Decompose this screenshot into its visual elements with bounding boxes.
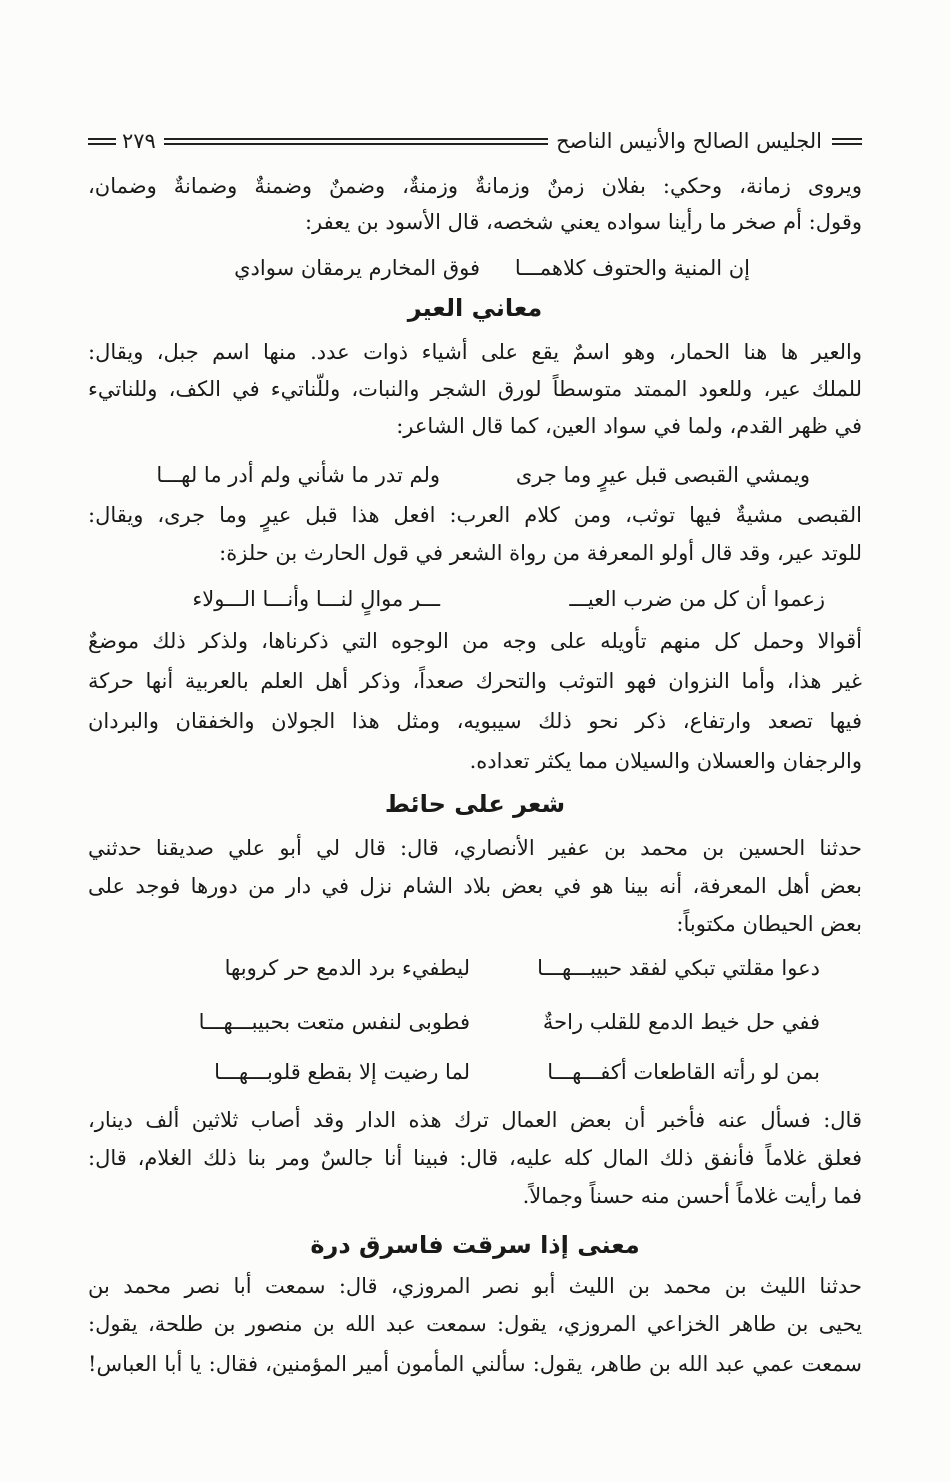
text-line: وقول: أم صخر ما رأينا سواده يعني شخصه، قال الأسود بن يعفر: <box>304 210 862 234</box>
section1-paragraph-2 <box>88 497 862 569</box>
header-rule-middle <box>164 138 548 145</box>
verse-second-hemistich: ولم تدر ما شأني ولم أدر ما لهـــا <box>156 463 440 487</box>
verse-first-hemistich: دعوا مقلتي تبكي لفقد حبيبـــهـــا <box>537 956 820 980</box>
running-header <box>88 122 862 160</box>
text-line: حدثنا الليث بن محمد بن الليث أبو نصر المروزي، قال: سمعت أبا نصر محمد بن <box>88 1274 862 1298</box>
text-line: أقوالا وحمل كل منهم تأويله على وجه من الوجوه التي ذكرناها، ولذكر ذلك موضعٌ <box>88 629 862 653</box>
text-line: قال: فسأل عنه فأخبر أن بعض العمال ترك هذه الدار وقد أصاب ثلاثين ألف دينار، <box>88 1108 862 1132</box>
verse-first-hemistich: بمن لو رأته القاطعات أكفـــهـــا <box>547 1060 820 1084</box>
text-line: حدثنا الحسين بن محمد بن عفير الأنصاري، قال: قال لي أبو علي صديقنا حدثني <box>88 836 862 860</box>
text-line: فما رأيت غلاماً أحسن منه حسناً وجمالاً. <box>522 1184 862 1208</box>
section2-paragraph-1 <box>88 830 862 940</box>
text-line: بعض أهل المعرفة، أنه بينا هو في بعض بلاد الشام نزل في دار من دورها فوجد على <box>88 874 862 898</box>
verse-second-hemistich: ـــر موالٍ لنـــا وأنـــا الـــولاء <box>192 587 440 611</box>
verse-line <box>140 1004 820 1040</box>
section-heading: معاني العير <box>407 294 543 322</box>
header-rule-left <box>88 138 116 145</box>
verse-second-hemistich: فوق المخارم يرمقان سوادي <box>234 256 480 280</box>
text-line: غير هذا، وأما النزوان فهو التوثب والتحرك صعداً، وذكر أهل العلم بالعربية أنها حركة <box>88 669 862 693</box>
text-line: القبصى مشيةٌ فيها توثب، ومن كلام العرب: افعل هذا قبل عيرٍ وما جرى، ويقال: <box>88 503 862 527</box>
verse-first-hemistich: إن المنية والحتوف كلاهمـــا <box>514 256 750 280</box>
text-line: فيها تصعد وارتفاع، ذكر نحو ذلك سيبويه، ومثل هذا الجولان والخفقان والبردان <box>88 709 862 733</box>
header-rule-right <box>832 138 862 145</box>
section-heading: شعر على حائط <box>384 790 566 818</box>
text-line: بعض الحيطان مكتوباً: <box>676 912 862 936</box>
verse-line <box>140 1054 820 1090</box>
section2-paragraph-2 <box>88 1102 862 1216</box>
text-line: يحيى بن طاهر الخزاعي المروزي، يقول: سمعت عبد الله بن منصور بن طلحة، يقول: <box>88 1312 862 1336</box>
verse-line <box>150 250 750 286</box>
verse-line <box>140 950 820 986</box>
verse-second-hemistich: ليطفيء برد الدمع حر كروبها <box>224 956 470 980</box>
verse-line <box>110 457 810 493</box>
text-line: والعير ها هنا الحمار، وهو اسمٌ يقع على أشياء ذوات عدد. منها اسم جبل، ويقال: <box>88 340 862 364</box>
text-line: ويروى زمانة، وحكي: بفلان زمنٌ وزمانةٌ وزمنةٌ، وضمنٌ وضمنةٌ وضمانةٌ وضمان، <box>88 174 862 198</box>
section-heading: معنى إذا سرقت فاسرق درة <box>310 1231 640 1259</box>
text-line: في ظهر القدم، ولما في سواد العين، كما قال الشاعر: <box>396 414 862 438</box>
verse-first-hemistich: ويمشي القبصى قبل عيرٍ وما جرى <box>515 463 810 487</box>
intro-paragraph <box>88 168 862 240</box>
text-line: للملك عير، وللعود الممتد متوسطاً لورق الشجر والنبات، وللّناتيء في الكف، وللناتيء <box>88 377 862 401</box>
book-title: الجليس الصالح والأنيس الناصح <box>556 129 822 153</box>
page-number: ٢٧٩ <box>122 129 156 153</box>
verse-line <box>110 581 825 617</box>
verse-first-hemistich: زعموا أن كل من ضرب العيـــ <box>569 587 825 611</box>
section1-paragraph-1 <box>88 334 862 442</box>
text-line: فعلق غلاماً فأنفق ذلك المال كله عليه، قال: فبينا أنا جالسٌ ومر بنا ذلك الغلام، قال: <box>88 1146 862 1170</box>
text-line: والرجفان والعسلان والسيلان مما يكثر تعداده. <box>469 749 862 773</box>
section1-paragraph-3 <box>88 623 862 783</box>
verse-second-hemistich: فطوبى لنفس متعت بحبيبـــهـــا <box>198 1010 470 1034</box>
verse-first-hemistich: ففي حل خيط الدمع للقلب راحةٌ <box>542 1010 820 1034</box>
text-line: سمعت عمي عبد الله بن طاهر، يقول: سألني المأمون أمير المؤمنين، فقال: يا أبا العباس! <box>88 1352 862 1376</box>
text-line: للوتد عير، وقد قال أولو المعرفة من رواة الشعر في قول الحارث بن حلزة: <box>219 541 862 565</box>
verse-second-hemistich: لما رضيت إلا بقطع قلوبـــهـــا <box>214 1060 470 1084</box>
section3-paragraph-1 <box>88 1268 862 1384</box>
